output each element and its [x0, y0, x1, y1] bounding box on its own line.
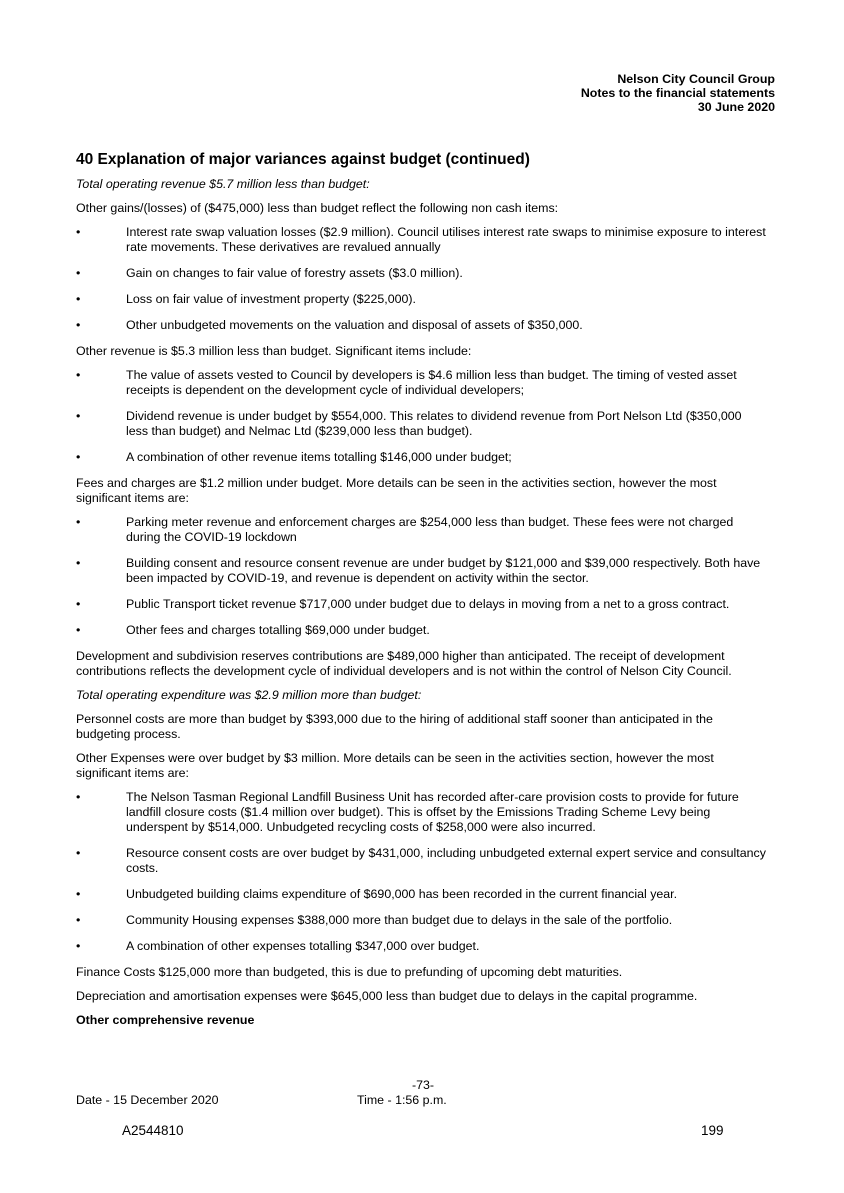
bullet-icon: • — [76, 266, 81, 280]
list-item: • Interest rate swap valuation losses ($2.9 million). Council utilises interest rate swaps to minimise exposure to interest rate movements. These derivatives are revalued annually — [76, 225, 766, 254]
expenditure-heading: Total operating expenditure was $2.9 million more than budget: — [76, 688, 422, 702]
bullet-icon: • — [76, 846, 81, 860]
personnel-paragraph: Personnel costs are more than budget by $393,000 due to the hiring of additional staff sooner than anticipated in the budgeting process. — [76, 712, 713, 741]
other-expenses-list — [76, 790, 766, 954]
bullet-icon: • — [76, 887, 81, 901]
other-revenue-list — [76, 368, 766, 465]
depreciation-paragraph: Depreciation and amortisation expenses were $645,000 less than budget due to delays in the capital programme. — [76, 989, 698, 1003]
bullet-icon: • — [76, 556, 81, 570]
development-paragraph: Development and subdivision reserves contributions are $489,000 higher than anticipated. The receipt of development contributions reflects the development cycle of individual developers and is not within the control of Nelson City Council. — [76, 649, 732, 678]
header-subtitle: Notes to the financial statements — [580, 86, 775, 100]
page-marker: -73- — [412, 1078, 435, 1092]
other-revenue-intro: Other revenue is $5.3 million less than budget. Significant items include: — [76, 344, 472, 358]
ocr-heading: Other comprehensive revenue — [76, 1013, 255, 1027]
list-item: • The Nelson Tasman Regional Landfill Business Unit has recorded after-care provision costs to provide for future landfill closure costs ($1.4 million over budget). This is offset by the Emissions Trading Scheme Levy being underspent by $514,000. Unbudgeted recycling costs of $258,000 were also incurred. — [76, 790, 739, 834]
page-number: 199 — [701, 1123, 724, 1138]
bullet-icon: • — [76, 623, 81, 637]
other-expenses-intro: Other Expenses were over budget by $3 million. More details can be seen in the activities section, however the most significant items are: — [76, 751, 714, 780]
other-gains-list — [76, 225, 766, 333]
bullet-icon: • — [76, 292, 81, 306]
finance-paragraph: Finance Costs $125,000 more than budgeted, this is due to prefunding of upcoming debt maturities. — [76, 965, 623, 979]
list-item: • Other fees and charges totalling $69,000 under budget. — [76, 623, 430, 637]
bullet-icon: • — [76, 368, 81, 382]
header-date: 30 June 2020 — [697, 100, 775, 114]
bullet-icon: • — [76, 450, 81, 464]
list-item: • Unbudgeted building claims expenditure of $690,000 has been recorded in the current financial year. — [76, 887, 678, 901]
list-item: • Dividend revenue is under budget by $554,000. This relates to dividend revenue from Port Nelson Ltd ($350,000 less than budget) and Nelmac Ltd ($239,000 less than budget). — [76, 409, 742, 438]
list-item: • Public Transport ticket revenue $717,000 under budget due to delays in moving from a net to a gross contract. — [76, 597, 730, 611]
footer-time: Time - 1:56 p.m. — [357, 1093, 447, 1107]
bullet-icon: • — [76, 225, 81, 239]
list-item: • Loss on fair value of investment property ($225,000). — [76, 292, 416, 306]
other-gains-intro: Other gains/(losses) of ($475,000) less than budget reflect the following non cash items: — [76, 201, 559, 215]
list-item: • Resource consent costs are over budget by $431,000, including unbudgeted external expert service and consultancy costs. — [76, 846, 766, 875]
bullet-icon: • — [76, 597, 81, 611]
bullet-icon: • — [76, 515, 81, 529]
page-content — [76, 151, 766, 1037]
list-item: • The value of assets vested to Council by developers is $4.6 million less than budget. The timing of vested asset receipts is dependent on the development cycle of individual developers; — [76, 368, 737, 397]
list-item: • A combination of other expenses totalling $347,000 over budget. — [76, 939, 480, 953]
list-item: • A combination of other revenue items totalling $146,000 under budget; — [76, 450, 512, 464]
footer-date: Date - 15 December 2020 — [76, 1093, 219, 1107]
fees-intro: Fees and charges are $1.2 million under budget. More details can be seen in the activities section, however the most significant items are: — [76, 476, 717, 505]
list-item: • Community Housing expenses $388,000 more than budget due to delays in the sale of the portfolio. — [76, 913, 673, 927]
document-id: A2544810 — [122, 1123, 184, 1138]
bullet-icon: • — [76, 913, 81, 927]
list-item: • Other unbudgeted movements on the valuation and disposal of assets of $350,000. — [76, 318, 583, 332]
bullet-icon: • — [76, 939, 81, 953]
header-org: Nelson City Council Group — [617, 72, 775, 86]
list-item: • Parking meter revenue and enforcement charges are $254,000 less than budget. These fees were not charged during the COVID-19 lockdown — [76, 515, 734, 544]
bullet-icon: • — [76, 409, 81, 423]
report-header — [581, 72, 775, 114]
revenue-heading: Total operating revenue $5.7 million less than budget: — [76, 177, 370, 191]
fees-list — [76, 515, 766, 638]
section-title: 40 Explanation of major variances against budget (continued) — [76, 151, 530, 168]
list-item: • Gain on changes to fair value of forestry assets ($3.0 million). — [76, 266, 463, 280]
bullet-icon: • — [76, 790, 81, 804]
bullet-icon: • — [76, 318, 81, 332]
list-item: • Building consent and resource consent revenue are under budget by $121,000 and $39,000 respectively. Both have been impacted by COVID-19, and revenue is dependent on activity within the sector. — [76, 556, 761, 585]
